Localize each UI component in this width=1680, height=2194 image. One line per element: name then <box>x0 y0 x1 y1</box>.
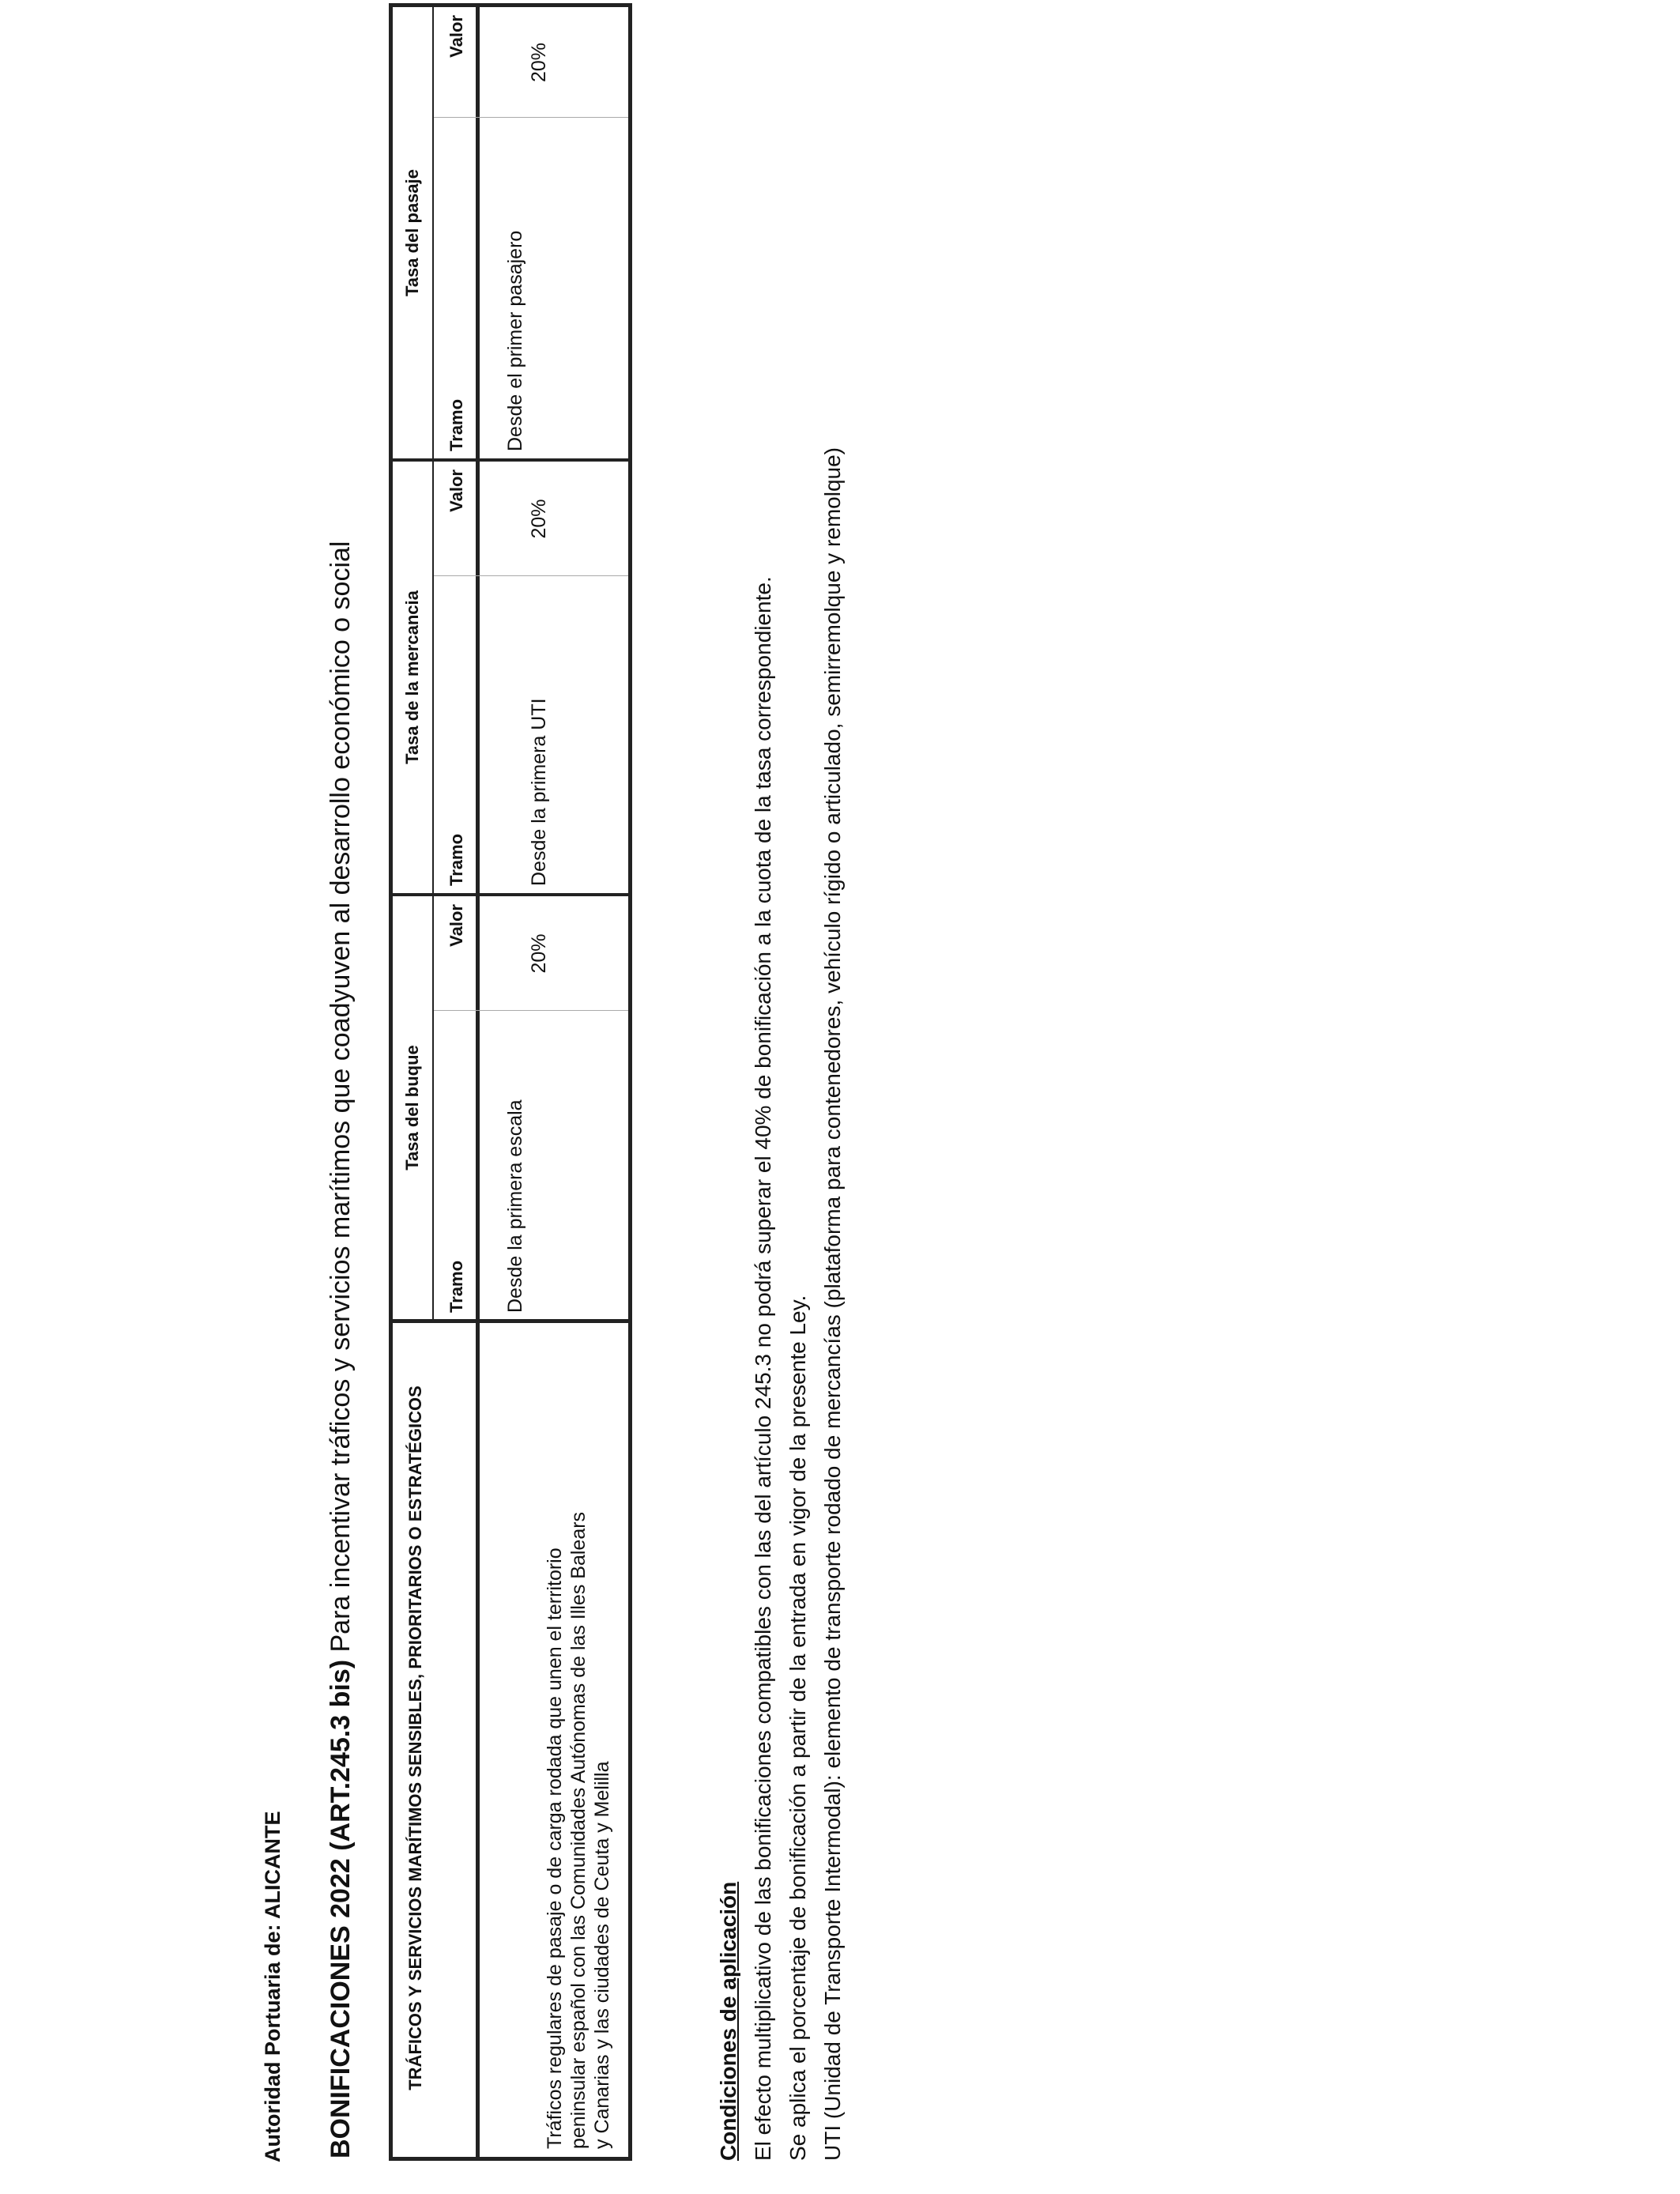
authority-name: ALICANTE <box>261 1811 284 1919</box>
authority-label: Autoridad Portuaria de: <box>261 1924 284 2162</box>
group-divider <box>432 7 434 1319</box>
col-divider-desc <box>393 1319 628 1323</box>
mercancia-valor-header: Valor <box>446 469 466 512</box>
bonificaciones-table <box>389 3 632 2161</box>
group-tasa-pasaje: Tasa del pasaje <box>402 169 422 297</box>
title-rest: Para incentivar tráficos y servicios marítimos que coadyuven al desarrollo económico o social <box>326 541 356 1660</box>
mercancia-tramo-header: Tramo <box>446 833 466 886</box>
conditions-section <box>711 447 850 2161</box>
buque-tramo-header: Tramo <box>446 1260 466 1313</box>
conditions-title: Condiciones de aplicación <box>716 1881 740 2161</box>
group-tasa-buque: Tasa del buque <box>402 1045 422 1171</box>
row-description-line: peninsular español con las Comunidades Autónomas de las Illes Balears <box>567 1511 590 2149</box>
pasaje-tramo-header: Tramo <box>446 398 466 451</box>
mercancia-valor-value: 20% <box>528 499 550 539</box>
mercancia-tramo-value: Desde la primera UTI <box>528 698 550 886</box>
page-title <box>326 541 356 2158</box>
condition-line: UTI (Unidad de Transporte Intermodal): elemento de transporte rodado de mercancías (plataforma para contenedores, vehículo rígido o articulado, semirremolque y remolque) <box>820 447 845 2161</box>
col-header-traficos: TRÁFICOS Y SERVICIOS MARÍTIMOS SENSIBLES, PRIORITARIOS O ESTRATÉGICOS <box>405 1385 425 2090</box>
row-description <box>543 1327 614 2149</box>
row-description-line: y Canarias y las ciudades de Ceuta y Melilla <box>591 1761 613 2149</box>
pasaje-valor-header: Valor <box>446 15 466 58</box>
condition-line: Se aplica el porcentaje de bonificación a partir de la entrada en vigor de la presente Ley. <box>785 1295 810 2161</box>
buque-valor-header: Valor <box>446 904 466 947</box>
group-tasa-mercancia: Tasa de la mercancia <box>402 590 422 764</box>
pasaje-tramo-value: Desde el primer pasajero <box>504 230 526 451</box>
authority-header <box>261 1811 285 2162</box>
buque-tramo-value: Desde la primera escala <box>504 1099 526 1313</box>
condition-line: El efecto multiplicativo de las bonificaciones compatibles con las del artículo 245.3 no podrá superar el 40% de bonificación a la cuota de la tasa correspondiente. <box>751 576 775 2161</box>
col-divider-mercancia <box>393 458 628 462</box>
col-divider-buque <box>393 893 628 896</box>
buque-valor-value: 20% <box>528 933 550 974</box>
row-description-line: Tráficos regulares de pasaje o de carga rodada que unen el territorio <box>544 1547 566 2149</box>
pasaje-valor-value: 20% <box>528 42 550 83</box>
title-bold: BONIFICACIONES 2022 (ART.245.3 bis) <box>326 1659 356 2158</box>
header-divider <box>476 7 480 2157</box>
